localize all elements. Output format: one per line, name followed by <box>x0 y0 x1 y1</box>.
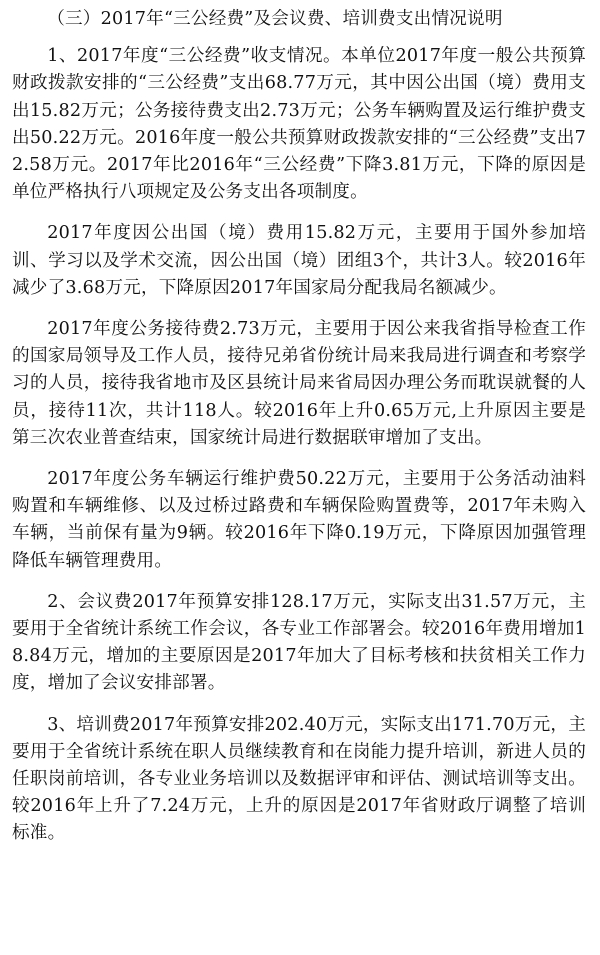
paragraph-overseas-travel: 2017年度因公出国（境）费用15.82万元，主要用于国外参加培训、学习以及学术交流，因公出国（境）团组3个，共计3人。较2016年减少了3.68万元，下降原因2017年国家局分配我局名额减少。 <box>12 223 586 298</box>
paragraph-training-expenses: 3、培训费2017年预算安排202.40万元，实际支出171.70万元，主要用于全省统计系统在职人员继续教育和在岗能力提升培训，新进人员的任职岗前培训，各专业业务培训以及数据评审和评估、测试培训等支出。较2016年上升了7.24万元，上升的原因是2017年省财政厅调整了培训标准。 <box>12 714 586 844</box>
section-heading: （三）2017年“三公经费”及会议费、培训费支出情况说明 <box>47 9 503 29</box>
paragraph-meeting-expenses: 2、会议费2017年预算安排128.17万元，实际支出31.57万元，主要用于全省统计系统工作会议，各专业工作部署会。较2016年费用增加18.84万元，增加的主要原因是2017年加大了目标考核和扶贫相关工作力度，增加了会议安排部署。 <box>12 591 586 694</box>
paragraph-official-reception: 2017年度公务接待费2.73万元，主要用于因公来我省指导检查工作的国家局领导及工作人员，接待兄弟省份统计局来我局进行调查和考察学习的人员，接待我省地市及区县统计局来省局因办理公务而耽误就餐的人员，接待11次，共计118人。较2016年上升0.65万元,上升原因主要是第三次农业普查结束，国家统计局进行数据联审增加了支出。 <box>12 319 586 448</box>
paragraph-three-public-expenses: 1、2017年度“三公经费”收支情况。本单位2017年度一般公共预算财政拨款安排的“三公经费”支出68.77万元，其中因公出国（境）费用支出15.82万元；公务接待费支出2.73万元；公务车辆购置及运行维护费支出50.22万元。2016年度一般公共预算财政拨款安排的“三公经费”支出72.58万元。2017年比2016年“三公经费”下降3.81万元，下降的原因是单位严格执行八项规定及公务支出各项制度。 <box>12 46 586 203</box>
paragraph-vehicle-maintenance: 2017年度公务车辆运行维护费50.22万元，主要用于公务活动油料购置和车辆维修、以及过桥过路费和车辆保险购置费等，2017年未购入车辆，当前保有量为9辆。较2016年下降0.19万元，下降原因加强管理降低车辆管理费用。 <box>12 469 586 571</box>
